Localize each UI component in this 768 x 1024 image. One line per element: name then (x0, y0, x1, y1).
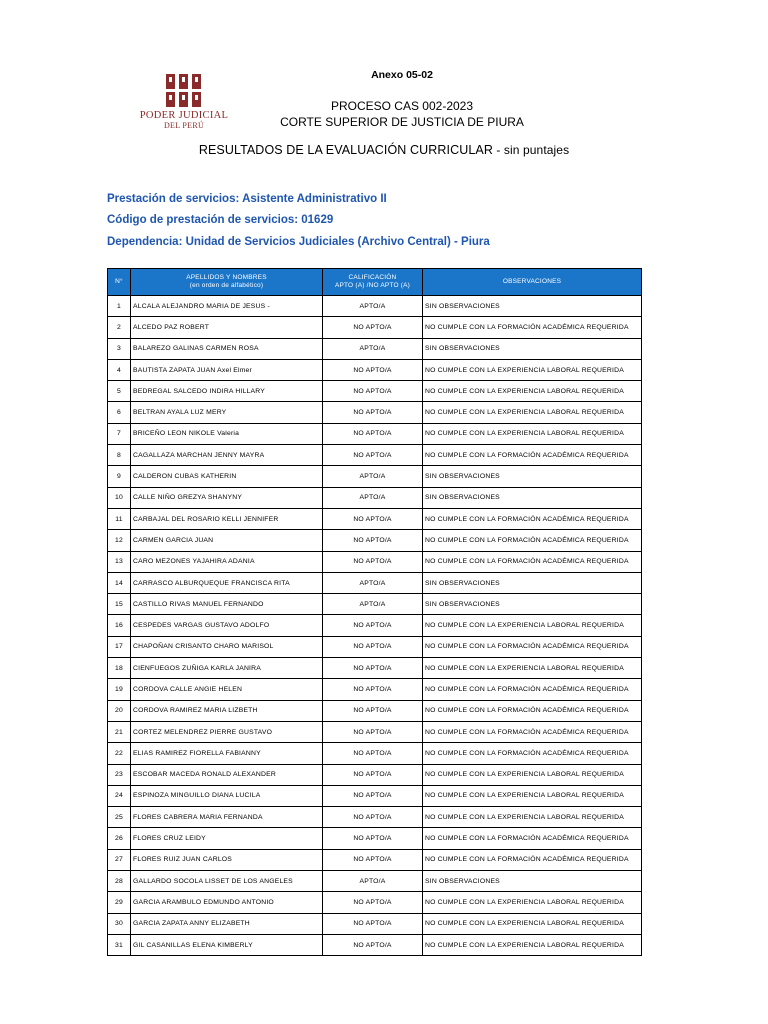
row-observacion: SIN OBSERVACIONES (423, 594, 642, 615)
row-calificacion: NO APTO/A (323, 636, 423, 657)
row-calificacion: NO APTO/A (323, 913, 423, 934)
row-name: ELIAS RAMIREZ FIORELLA FABIANNY (131, 743, 323, 764)
row-name: CARO MEZONES YAJAHIRA ADANIA (131, 551, 323, 572)
row-calificacion: NO APTO/A (323, 849, 423, 870)
row-number: 23 (108, 764, 131, 785)
header-num: N° (108, 269, 131, 296)
row-name: ESPINOZA MINGUILLO DIANA LUCILA (131, 785, 323, 806)
row-number: 31 (108, 934, 131, 955)
row-number: 16 (108, 615, 131, 636)
row-name: CHAPOÑAN CRISANTO CHARO MARISOL (131, 636, 323, 657)
row-name: CASTILLO RIVAS MANUEL FERNANDO (131, 594, 323, 615)
row-number: 9 (108, 466, 131, 487)
row-calificacion: NO APTO/A (323, 743, 423, 764)
table-row (108, 530, 642, 551)
row-observacion: SIN OBSERVACIONES (423, 296, 642, 317)
row-number: 15 (108, 594, 131, 615)
row-observacion: NO CUMPLE CON LA FORMACIÓN ACADÉMICA REQUERIDA (423, 743, 642, 764)
table-row (108, 785, 642, 806)
row-observacion: NO CUMPLE CON LA EXPERIENCIA LABORAL REQUERIDA (423, 402, 642, 423)
row-observacion: NO CUMPLE CON LA EXPERIENCIA LABORAL REQUERIDA (423, 934, 642, 955)
header-cal-line1: CALIFICACIÓN (348, 274, 397, 281)
row-number: 11 (108, 508, 131, 529)
table-row (108, 487, 642, 508)
header-cal-line2: APTO (A) /NO APTO (A) (334, 282, 411, 289)
service-code-line: Código de prestación de servicios: 01629 (107, 214, 334, 226)
row-calificacion: NO APTO/A (323, 615, 423, 636)
row-number: 29 (108, 892, 131, 913)
row-number: 10 (108, 487, 131, 508)
row-observacion: NO CUMPLE CON LA FORMACIÓN ACADÉMICA REQUERIDA (423, 828, 642, 849)
row-observacion: NO CUMPLE CON LA EXPERIENCIA LABORAL REQUERIDA (423, 764, 642, 785)
row-observacion: SIN OBSERVACIONES (423, 572, 642, 593)
row-name: FLORES CABRERA MARIA FERNANDA (131, 807, 323, 828)
table-row (108, 359, 642, 380)
row-observacion: NO CUMPLE CON LA FORMACIÓN ACADÉMICA REQUERIDA (423, 849, 642, 870)
row-observacion: NO CUMPLE CON LA EXPERIENCIA LABORAL REQUERIDA (423, 615, 642, 636)
row-name: ALCALA ALEJANDRO MARIA DE JESUS - (131, 296, 323, 317)
row-number: 17 (108, 636, 131, 657)
row-number: 1 (108, 296, 131, 317)
row-observacion: NO CUMPLE CON LA FORMACIÓN ACADÉMICA REQUERIDA (423, 508, 642, 529)
row-observacion: NO CUMPLE CON LA FORMACIÓN ACADÉMICA REQUERIDA (423, 551, 642, 572)
row-observacion: NO CUMPLE CON LA FORMACIÓN ACADÉMICA REQUERIDA (423, 445, 642, 466)
table-row (108, 658, 642, 679)
row-number: 28 (108, 871, 131, 892)
process-block (0, 98, 768, 130)
row-name: CORTEZ MELENDREZ PIERRE GUSTAVO (131, 721, 323, 742)
row-calificacion: NO APTO/A (323, 807, 423, 828)
row-number: 30 (108, 913, 131, 934)
table-row (108, 551, 642, 572)
row-observacion: NO CUMPLE CON LA FORMACIÓN ACADÉMICA REQUERIDA (423, 679, 642, 700)
row-calificacion: NO APTO/A (323, 721, 423, 742)
row-name: GARCIA ZAPATA ANNY ELIZABETH (131, 913, 323, 934)
row-calificacion: APTO/A (323, 572, 423, 593)
annex-label: Anexo 05-02 (371, 69, 433, 81)
table-row (108, 828, 642, 849)
row-number: 13 (108, 551, 131, 572)
table-row (108, 807, 642, 828)
row-calificacion: NO APTO/A (323, 317, 423, 338)
row-name: FLORES CRUZ LEIDY (131, 828, 323, 849)
row-number: 21 (108, 721, 131, 742)
row-name: BAUTISTA ZAPATA JUAN Axel Elmer (131, 359, 323, 380)
row-name: GARCIA ARAMBULO EDMUNDO ANTONIO (131, 892, 323, 913)
court-name: CORTE SUPERIOR DE JUSTICIA DE PIURA (280, 115, 524, 129)
dependency-line: Dependencia: Unidad de Servicios Judiciales (Archivo Central) - Piura (107, 236, 490, 248)
row-observacion: NO CUMPLE CON LA EXPERIENCIA LABORAL REQUERIDA (423, 658, 642, 679)
row-observacion: NO CUMPLE CON LA EXPERIENCIA LABORAL REQUERIDA (423, 359, 642, 380)
row-observacion: NO CUMPLE CON LA FORMACIÓN ACADÉMICA REQUERIDA (423, 317, 642, 338)
row-number: 19 (108, 679, 131, 700)
row-calificacion: NO APTO/A (323, 828, 423, 849)
table-row (108, 871, 642, 892)
row-calificacion: APTO/A (323, 594, 423, 615)
row-name: CARBAJAL DEL ROSARIO KELLI JENNIFER (131, 508, 323, 529)
header-observaciones: OBSERVACIONES (423, 269, 642, 296)
row-calificacion: APTO/A (323, 871, 423, 892)
row-name: FLORES RUIZ JUAN CARLOS (131, 849, 323, 870)
row-number: 24 (108, 785, 131, 806)
row-calificacion: NO APTO/A (323, 679, 423, 700)
table-row (108, 381, 642, 402)
row-observacion: SIN OBSERVACIONES (423, 338, 642, 359)
table-row (108, 743, 642, 764)
table-row (108, 892, 642, 913)
row-observacion: NO CUMPLE CON LA EXPERIENCIA LABORAL REQUERIDA (423, 892, 642, 913)
row-observacion: NO CUMPLE CON LA FORMACIÓN ACADÉMICA REQUERIDA (423, 700, 642, 721)
row-observacion: NO CUMPLE CON LA EXPERIENCIA LABORAL REQUERIDA (423, 913, 642, 934)
row-observacion: NO CUMPLE CON LA FORMACIÓN ACADÉMICA REQUERIDA (423, 721, 642, 742)
row-name: CALLE NIÑO GREZYA SHANYNY (131, 487, 323, 508)
row-name: ALCEDO PAZ ROBERT (131, 317, 323, 338)
table-row (108, 508, 642, 529)
row-calificacion: NO APTO/A (323, 508, 423, 529)
row-name: CESPEDES VARGAS GUSTAVO ADOLFO (131, 615, 323, 636)
header-calificacion (323, 269, 423, 296)
row-observacion: NO CUMPLE CON LA FORMACIÓN ACADÉMICA REQUERIDA (423, 636, 642, 657)
row-calificacion: NO APTO/A (323, 700, 423, 721)
row-calificacion: NO APTO/A (323, 381, 423, 402)
row-observacion: NO CUMPLE CON LA EXPERIENCIA LABORAL REQUERIDA (423, 423, 642, 444)
row-calificacion: APTO/A (323, 487, 423, 508)
logo-subtitle: DEL PERÚ (163, 121, 205, 130)
row-observacion: NO CUMPLE CON LA EXPERIENCIA LABORAL REQUERIDA (423, 785, 642, 806)
header-name-line1: APELLIDOS Y NOMBRES (186, 274, 267, 281)
row-number: 3 (108, 338, 131, 359)
service-line: Prestación de servicios: Asistente Administrativo II (107, 193, 387, 205)
row-calificacion: NO APTO/A (323, 785, 423, 806)
row-calificacion: NO APTO/A (323, 934, 423, 955)
row-calificacion: NO APTO/A (323, 445, 423, 466)
row-name: BRICEÑO LEON NIKOLE Valeria (131, 423, 323, 444)
table-row (108, 594, 642, 615)
results-suffix: - sin puntajes (492, 143, 570, 157)
row-name: CORDOVA CALLE ANGIE HELEN (131, 679, 323, 700)
row-calificacion: APTO/A (323, 466, 423, 487)
logo-name: PODER JUDICIAL (139, 110, 229, 121)
row-number: 8 (108, 445, 131, 466)
table-row (108, 934, 642, 955)
row-observacion: NO CUMPLE CON LA EXPERIENCIA LABORAL REQUERIDA (423, 807, 642, 828)
row-calificacion: NO APTO/A (323, 658, 423, 679)
table-row (108, 338, 642, 359)
row-observacion: NO CUMPLE CON LA FORMACIÓN ACADÉMICA REQUERIDA (423, 530, 642, 551)
row-calificacion: NO APTO/A (323, 764, 423, 785)
row-number: 14 (108, 572, 131, 593)
results-title: RESULTADOS DE LA EVALUACIÓN CURRICULAR (198, 143, 493, 157)
table-row (108, 445, 642, 466)
row-calificacion: NO APTO/A (323, 423, 423, 444)
table-row (108, 466, 642, 487)
table-row (108, 721, 642, 742)
row-name: CIENFUEGOS ZUÑIGA KARLA JANIRA (131, 658, 323, 679)
results-table (107, 268, 642, 956)
row-name: GIL CASANILLAS ELENA KIMBERLY (131, 934, 323, 955)
row-number: 5 (108, 381, 131, 402)
table-row (108, 615, 642, 636)
row-calificacion: NO APTO/A (323, 892, 423, 913)
row-number: 4 (108, 359, 131, 380)
table-row (108, 700, 642, 721)
row-name: CAGALLAZA MARCHAN JENNY MAYRA (131, 445, 323, 466)
row-calificacion: NO APTO/A (323, 402, 423, 423)
table-row (108, 402, 642, 423)
row-name: CORDOVA RAMIREZ MARIA LIZBETH (131, 700, 323, 721)
row-number: 27 (108, 849, 131, 870)
row-number: 18 (108, 658, 131, 679)
table-row (108, 572, 642, 593)
row-name: CARRASCO ALBURQUEQUE FRANCISCA RITA (131, 572, 323, 593)
row-calificacion: NO APTO/A (323, 530, 423, 551)
process-title: PROCESO CAS 002-2023 (330, 99, 474, 113)
row-observacion: SIN OBSERVACIONES (423, 487, 642, 508)
table-row (108, 423, 642, 444)
row-observacion: NO CUMPLE CON LA EXPERIENCIA LABORAL REQUERIDA (423, 381, 642, 402)
row-number: 7 (108, 423, 131, 444)
row-number: 26 (108, 828, 131, 849)
row-calificacion: APTO/A (323, 296, 423, 317)
row-number: 6 (108, 402, 131, 423)
row-number: 25 (108, 807, 131, 828)
table-row (108, 679, 642, 700)
row-name: BELTRAN AYALA LUZ MERY (131, 402, 323, 423)
table-row (108, 636, 642, 657)
row-name: CALDERON CUBAS KATHERIN (131, 466, 323, 487)
row-number: 12 (108, 530, 131, 551)
table-row (108, 296, 642, 317)
table-row (108, 913, 642, 934)
row-number: 22 (108, 743, 131, 764)
header-name-line2: (en orden de alfabético) (189, 282, 264, 289)
row-name: BEDREGAL SALCEDO INDIRA HILLARY (131, 381, 323, 402)
results-heading (0, 143, 768, 157)
table-row (108, 317, 642, 338)
row-number: 2 (108, 317, 131, 338)
row-name: ESCOBAR MACEDA RONALD ALEXANDER (131, 764, 323, 785)
table-header-row (108, 269, 642, 296)
row-observacion: SIN OBSERVACIONES (423, 466, 642, 487)
row-name: GALLARDO SOCOLA LISSET DE LOS ANGELES (131, 871, 323, 892)
row-calificacion: NO APTO/A (323, 551, 423, 572)
table-row (108, 849, 642, 870)
row-name: BALAREZO GALINAS CARMEN ROSA (131, 338, 323, 359)
row-observacion: SIN OBSERVACIONES (423, 871, 642, 892)
table-row (108, 764, 642, 785)
header-name (131, 269, 323, 296)
row-calificacion: NO APTO/A (323, 359, 423, 380)
row-name: CARMEN GARCIA JUAN (131, 530, 323, 551)
row-number: 20 (108, 700, 131, 721)
row-calificacion: APTO/A (323, 338, 423, 359)
